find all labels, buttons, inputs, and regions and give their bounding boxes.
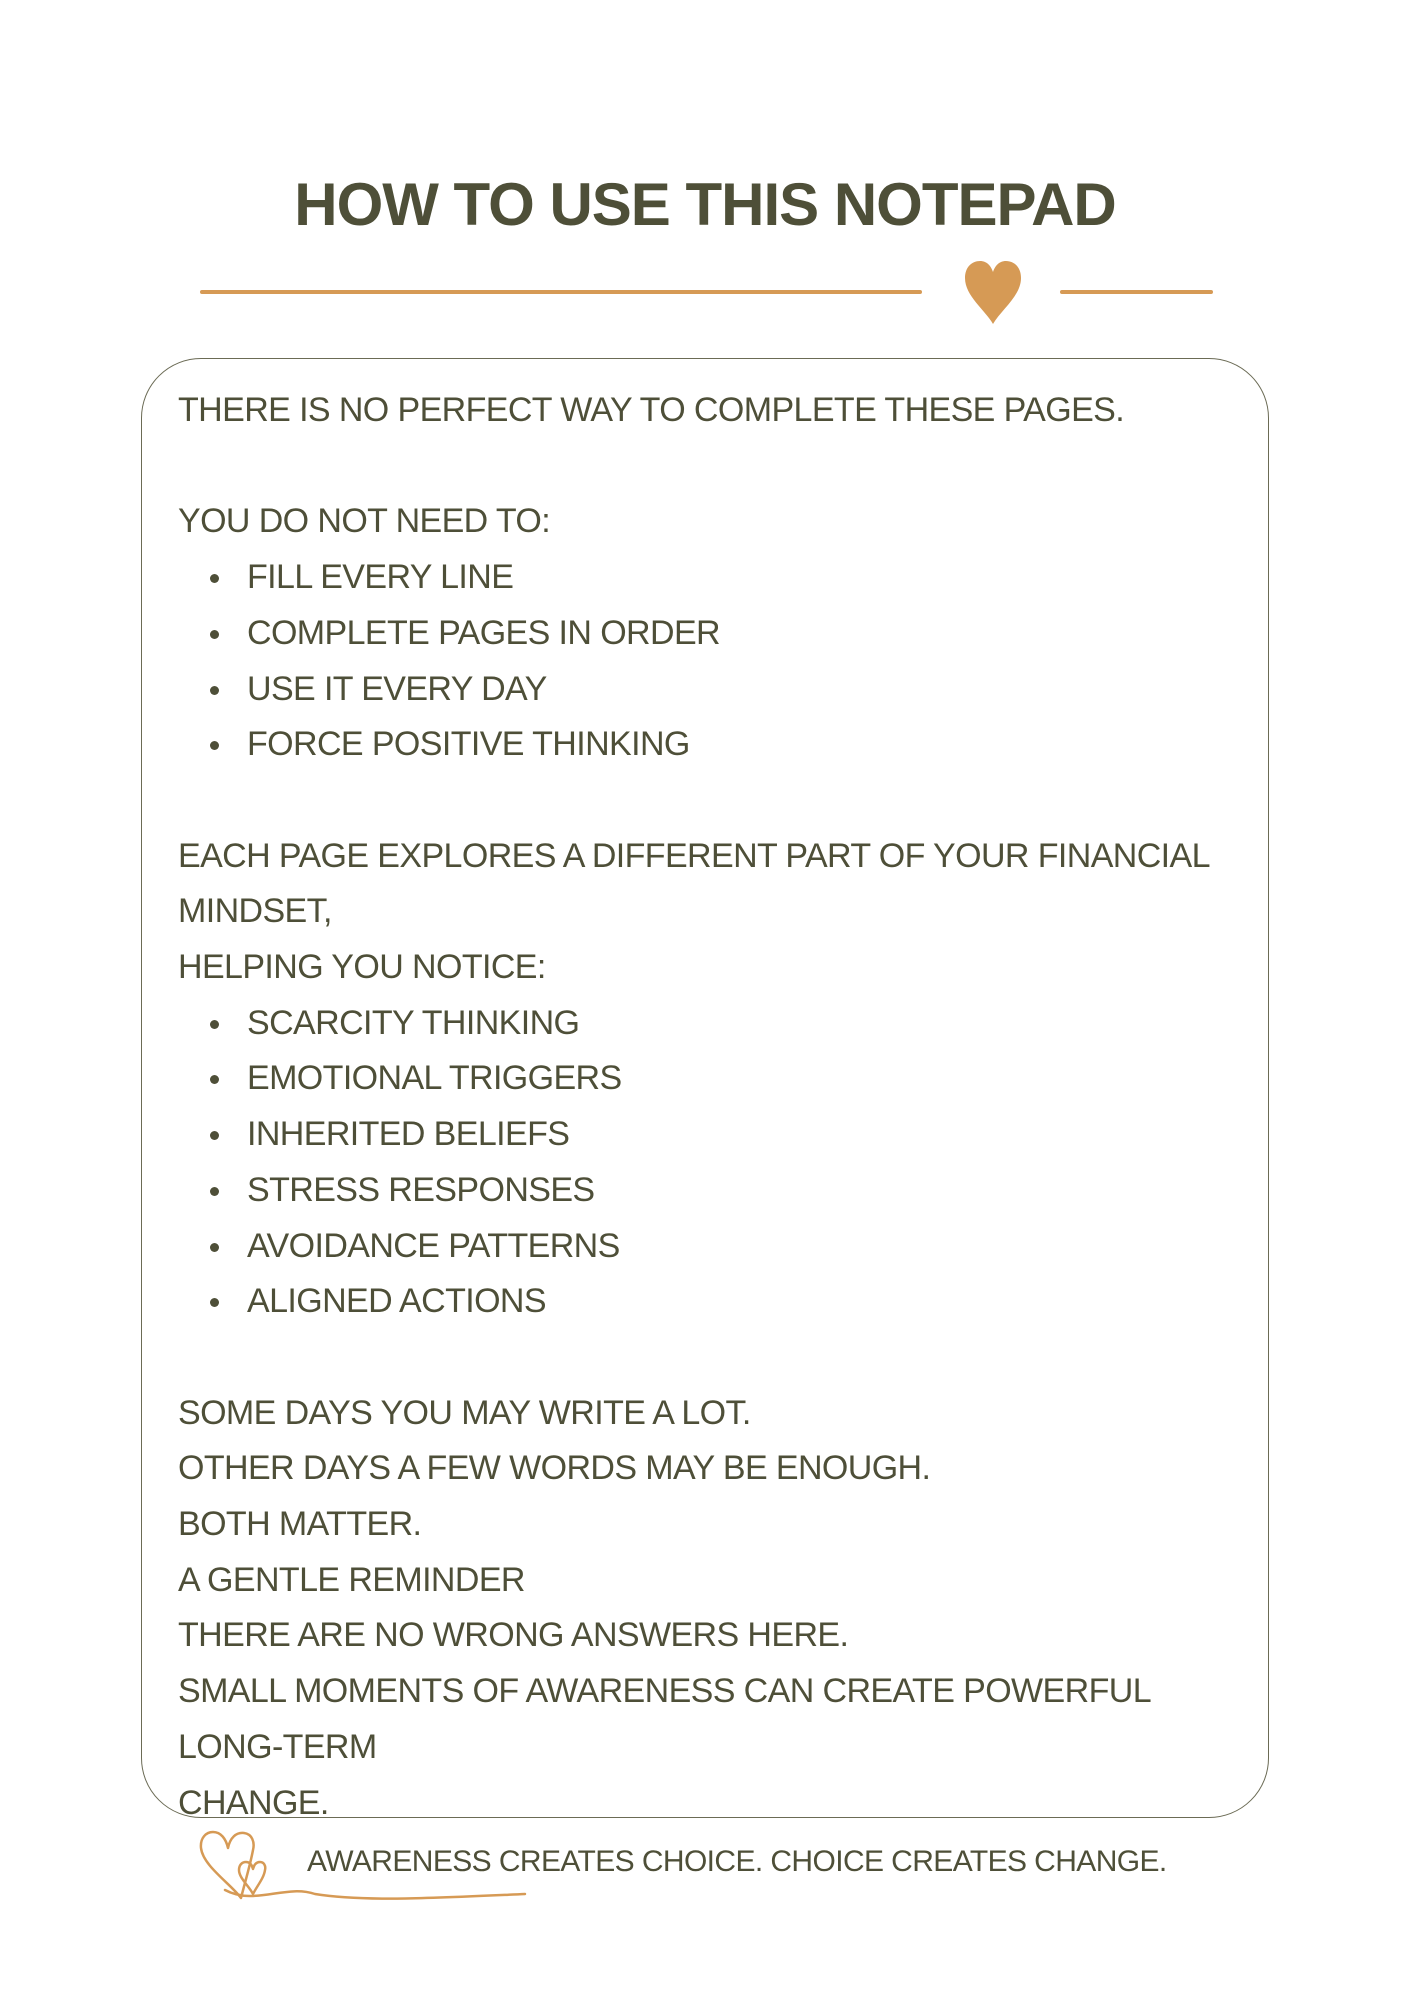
bullet-icon xyxy=(210,686,219,695)
closing-line: OTHER DAYS A FEW WORDS MAY BE ENOUGH. xyxy=(178,1449,931,1488)
list-item: USE IT EVERY DAY xyxy=(178,662,1258,718)
not-needed-heading: YOU DO NOT NEED TO: xyxy=(178,502,551,541)
bullet-icon xyxy=(210,741,219,750)
bullet-icon xyxy=(210,1075,219,1084)
list-item: EMOTIONAL TRIGGERS xyxy=(178,1051,1258,1107)
list-item: FORCE POSITIVE THINKING xyxy=(178,717,1258,773)
page-title: HOW TO USE THIS NOTEPAD xyxy=(294,171,1116,238)
bullet-icon xyxy=(210,1243,219,1252)
bullet-icon xyxy=(210,1298,219,1307)
heart-icon xyxy=(959,258,1027,326)
list-item: SCARCITY THINKING xyxy=(178,996,1258,1052)
closing-line: SMALL MOMENTS OF AWARENESS CAN CREATE POWERFUL LONG-TERM xyxy=(178,1672,1150,1766)
closing-line: CHANGE. xyxy=(178,1783,329,1822)
list-item: STRESS RESPONSES xyxy=(178,1163,1258,1219)
intro-text: THERE IS NO PERFECT WAY TO COMPLETE THESE PAGES. xyxy=(178,391,1125,429)
notice-list xyxy=(178,996,1258,1330)
divider-line-right xyxy=(1060,290,1213,294)
bullet-icon xyxy=(210,1131,219,1140)
bullet-icon xyxy=(210,1020,219,1029)
divider-line-left xyxy=(200,290,922,294)
not-needed-list xyxy=(178,550,1258,773)
list-item: INHERITED BELIEFS xyxy=(178,1107,1258,1163)
closing-line: THERE ARE NO WRONG ANSWERS HERE. xyxy=(178,1616,849,1655)
content-body xyxy=(178,383,1258,1831)
bullet-icon xyxy=(210,574,219,583)
list-item: COMPLETE PAGES IN ORDER xyxy=(178,606,1258,662)
footer-tagline: AWARENESS CREATES CHOICE. CHOICE CREATES CHANGE. xyxy=(307,1845,1167,1878)
closing-line: BOTH MATTER. xyxy=(178,1505,422,1544)
explores-text-line-2: HELPING YOU NOTICE: xyxy=(178,948,546,986)
list-item: AVOIDANCE PATTERNS xyxy=(178,1219,1258,1275)
list-item: FILL EVERY LINE xyxy=(178,550,1258,606)
closing-line: A GENTLE REMINDER xyxy=(178,1560,525,1599)
spacer xyxy=(178,1330,1258,1386)
explores-text-line-1: EACH PAGE EXPLORES A DIFFERENT PART OF YOUR FINANCIAL MINDSET, xyxy=(178,836,1209,931)
closing-line: SOME DAYS YOU MAY WRITE A LOT. xyxy=(178,1393,751,1432)
bullet-icon xyxy=(210,630,219,639)
list-item: ALIGNED ACTIONS xyxy=(178,1274,1258,1330)
spacer xyxy=(178,773,1258,829)
spacer xyxy=(178,439,1258,495)
bullet-icon xyxy=(210,1187,219,1196)
